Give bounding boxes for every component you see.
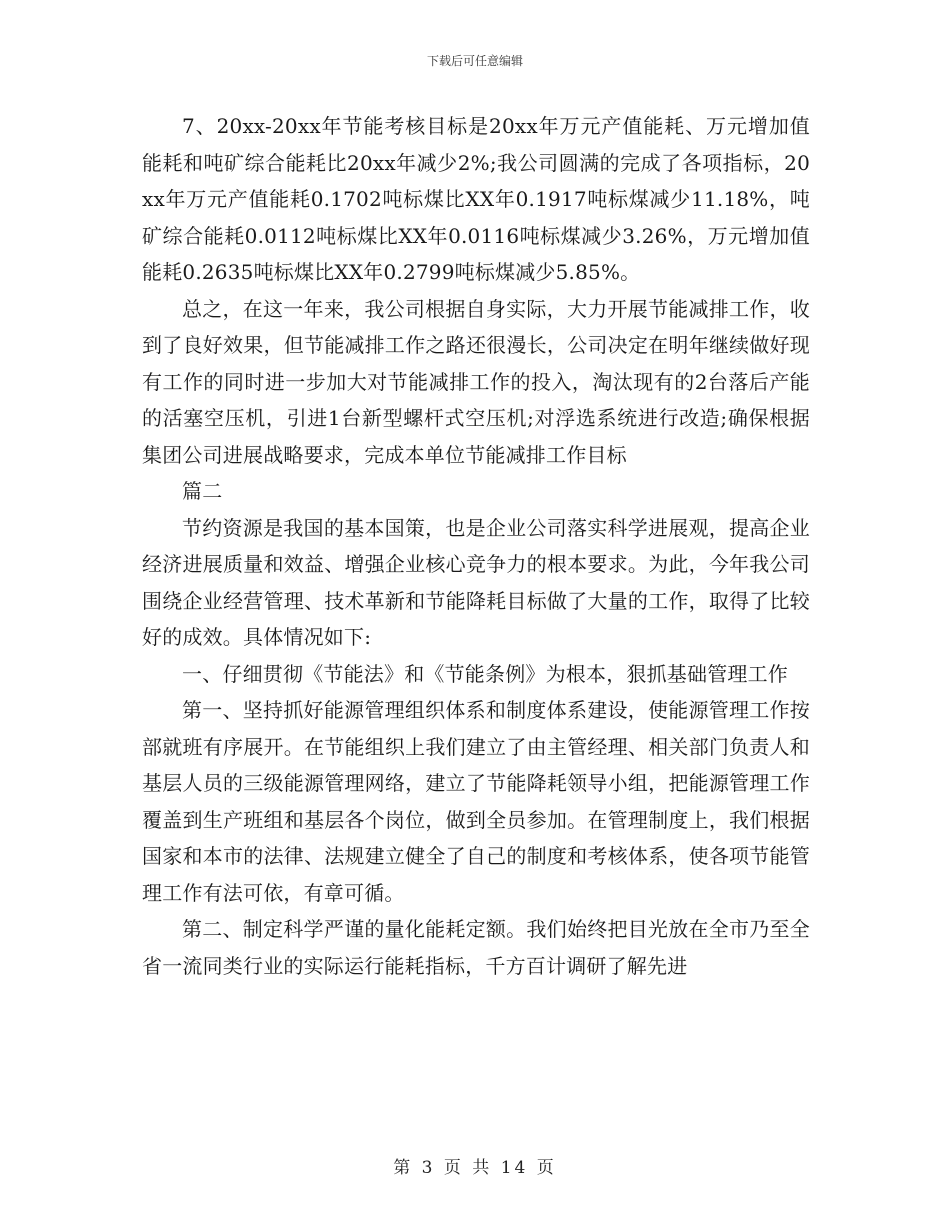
paragraph-first: 第一、坚持抓好能源管理组织体系和制度体系建设，使能源管理工作按部就班有序展开。在节能组织上我们建立了由主管经理、相关部门负责人和基层人员的三级能源管理网络，建立了节能降耗领导小组，把能源管理工作覆盖到生产班组和基层各个岗位，做到全员参加。在管理制度上，我们根据国家和本市的法律、法规建立健全了自己的制度和考核体系，使各项节能管理工作有法可依，有章可循。 xyxy=(142,698,810,905)
paragraph-summary: 总之，在这一年来，我公司根据自身实际，大力开展节能减排工作，收到了良好效果，但节能减排工作之路还很漫长，公司决定在明年继续做好现有工作的同时进一步加大对节能减排工作的投入，淘汰现有的2台落后产能的活塞空压机，引进1台新型螺杆式空压机;对浮选系统进行改造;确保根据集团公司进展战略要求，完成本单位节能减排工作目标 xyxy=(142,296,810,467)
section-heading-one: 一、仔细贯彻《节能法》和《节能条例》为根本，狠抓基础管理工作 xyxy=(182,661,788,686)
page-footer: 第 3 页 共 14 页 xyxy=(393,1158,557,1178)
paragraph-second: 第二、制定科学严谨的量化能耗定额。我们始终把目光放在全市乃至全省一流同类行业的实际运行能耗指标，千方百计调研了解先进 xyxy=(142,917,810,978)
document-body xyxy=(142,108,810,984)
page-header: 下载后可任意编辑 xyxy=(426,54,523,68)
paragraph-item-7-targets: 7、20xx-20xx年节能考核目标是20xx年万元产值能耗、万元增加值能耗和吨矿综合能耗比20xx年减少2%;我公司圆满的完成了各项指标，20xx年万元产值能耗0.1702吨标煤比XX年0.1917吨标煤减少11.18%，吨矿综合能耗0.0112吨标煤比XX年0.0116吨标煤减少3.26%，万元增加值能耗0.2635吨标煤比XX年0.2799吨标煤减少5.85%。 xyxy=(142,114,810,284)
section-heading-part-two: 篇二 xyxy=(182,479,223,503)
paragraph-intro: 节约资源是我国的基本国策，也是企业公司落实科学进展观，提高企业经济进展质量和效益、增强企业核心竞争力的根本要求。为此，今年我公司围绕企业经营管理、技术革新和节能降耗目标做了大量的工作，取得了比较好的成效。具体情况如下: xyxy=(142,515,810,649)
